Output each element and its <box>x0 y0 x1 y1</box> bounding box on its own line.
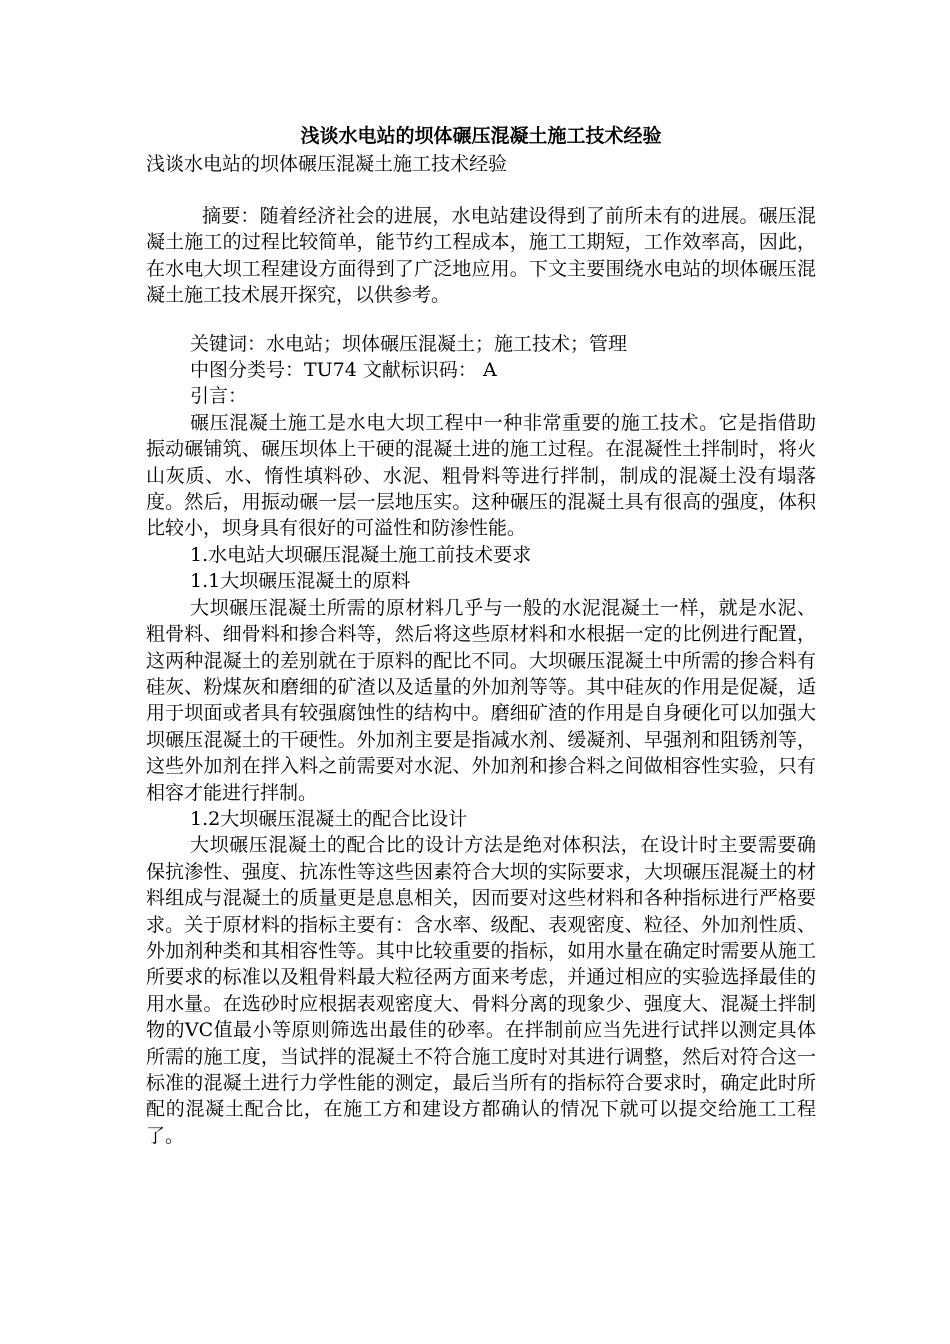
document-subtitle: 浅谈水电站的坝体碾压混凝土施工技术经验 <box>146 153 508 175</box>
intro-paragraph: 碾压混凝土施工是水电大坝工程中一种非常重要的施工技术。它是指借助振动碾铺筑、碾压坝体上干硬的混凝土进的施工过程。在混凝性土拌制时，将火山灰质、水、惰性填料砂、水泥、粗骨料等进行拌制，制成的混凝土没有塌落度。然后，用振动碾一层一层地压实。这种碾压的混凝土具有很高的强度，体积比较小，坝身具有很好的可溢性和防渗性能。 <box>146 411 816 540</box>
section-1-heading: 1.水电站大坝碾压混凝土施工前技术要求 <box>190 543 532 566</box>
classification-line: 中图分类号：TU74 文献标识码： A <box>190 359 497 382</box>
abstract-paragraph: 摘要：随着经济社会的进展，水电站建设得到了前所未有的进展。碾压混凝土施工的过程比较简单，能节约工程成本，施工工期短，工作效率高，因此，在水电大坝工程建设方面得到了广泛地应用。下文主要围绕水电站的坝体碾压混凝土施工技术展开探究，以供参考。 <box>146 205 816 307</box>
section-1-1-paragraph: 大坝碾压混凝土所需的原材料几乎与一般的水泥混凝土一样，就是水泥、粗骨料、细骨料和掺合料等，然后将这些原材料和水根据一定的比例进行配置，这两种混凝土的差别就在于原料的配比不同。大坝碾压混凝土中所需的掺合料有硅灰、粉煤灰和磨细的矿渣以及适量的外加剂等等。其中硅灰的作用是促凝，适用于坝面或者具有较强腐蚀性的结构中。磨细矿渣的作用是自身硬化可以加强大坝碾压混凝土的干硬性。外加剂主要是指减水剂、缓凝剂、早强剂和阻锈剂等，这些外加剂在拌入料之前需要对水泥、外加剂和掺合料之间做相容性实验，只有相容才能进行拌制。 <box>146 596 816 804</box>
section-1-1-heading: 1.1大坝碾压混凝土的原料 <box>190 570 411 593</box>
keywords-line: 关键词：水电站；坝体碾压混凝土；施工技术；管理 <box>190 332 628 355</box>
section-1-2-heading: 1.2大坝碾压混凝土的配合比设计 <box>190 807 468 830</box>
document-page <box>146 122 816 1149</box>
intro-heading: 引言： <box>190 385 248 408</box>
section-1-2-paragraph: 大坝碾压混凝土的配合比的设计方法是绝对体积法，在设计时主要需要确保抗渗性、强度、抗冻性等这些因素符合大坝的实际要求，大坝碾压混凝土的材料组成与混凝土的质量更是息息相关，因而要对这些材料和各种指标进行严格要求。关于原材料的指标主要有：含水率、级配、表观密度、粒径、外加剂性质、外加剂种类和其相容性等。其中比较重要的指标，如用水量在确定时需要从施工所要求的标准以及粗骨料最大粒径两方面来考虑，并通过相应的实验选择最佳的用水量。在选砂时应根据表观密度大、骨料分离的现象少、强度大、混凝土拌制物的VC值最小等原则筛选出最佳的砂率。在拌制前应当先进行试拌以测定具体所需的施工度，当试拌的混凝土不符合施工度时对其进行调整，然后对符合这一标准的混凝土进行力学性能的测定，最后当所有的指标符合要求时，确定此时所配的混凝土配合比，在施工方和建设方都确认的情况下就可以提交给施工工程了。 <box>146 834 816 1147</box>
document-title: 浅谈水电站的坝体碾压混凝土施工技术经验 <box>300 125 662 147</box>
